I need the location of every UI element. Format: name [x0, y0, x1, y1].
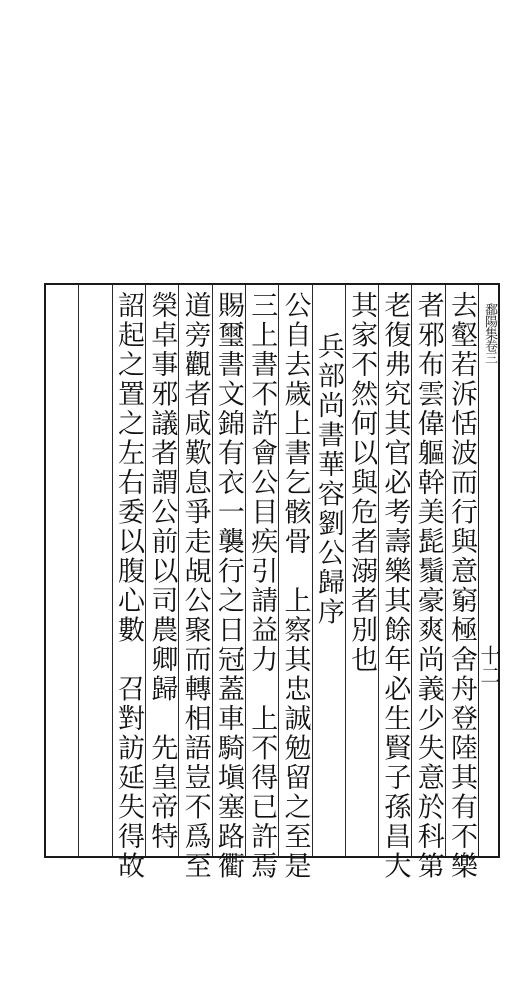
column-text: 榮卓事邪議者謂公前以司農卿歸 先皇帝特 [146, 291, 178, 852]
column-text: 去壑若泝恬波而行與意窮極舍舟登陸其有不樂 [446, 291, 477, 881]
margin-book-title: 鄱陽集卷三 [482, 303, 497, 363]
column-text: 兵部尚書華容劉公歸序 [312, 332, 344, 627]
text-column [245, 285, 278, 881]
column-text [79, 291, 111, 851]
text-column [312, 285, 345, 856]
text-column [345, 285, 378, 856]
text-column [178, 285, 211, 881]
column-text: 其家不然何以與危者溺者別也 [346, 291, 378, 675]
text-column [411, 285, 444, 881]
column-text: 三上書不許會公目疾引請益力 上不得已許焉 [246, 291, 278, 881]
column-text: 賜璽書文錦有衣一襲行之日冠蓋車騎塡塞路衢 [212, 291, 244, 881]
text-column [378, 285, 411, 881]
text-column [212, 285, 245, 881]
column-text: 者邪布雲偉軀幹美髭鬚豪爽尚義少失意於科第 [412, 291, 444, 881]
vertical-text-block [44, 285, 478, 881]
text-column [45, 285, 78, 856]
text-column [445, 285, 478, 881]
page-margin-column [477, 285, 501, 856]
text-column [78, 285, 111, 856]
book-page [44, 283, 501, 881]
text-column [278, 285, 311, 881]
margin-page-number: 十二 [477, 645, 501, 685]
column-text [45, 291, 78, 851]
text-column [145, 285, 178, 856]
column-text: 老復弗究其官必考壽樂其餘年必生賢子孫昌大 [379, 291, 411, 881]
text-column [112, 285, 145, 881]
column-text: 詔起之置之左右委以腹心數 召對訪延失得故 [113, 291, 145, 881]
column-text: 公自去歲上書乞骸骨 上察其忠誠勉留之至是 [279, 291, 311, 881]
column-text: 道旁觀者咸歎息爭走覘公聚而轉相語豈不爲至 [179, 291, 211, 881]
